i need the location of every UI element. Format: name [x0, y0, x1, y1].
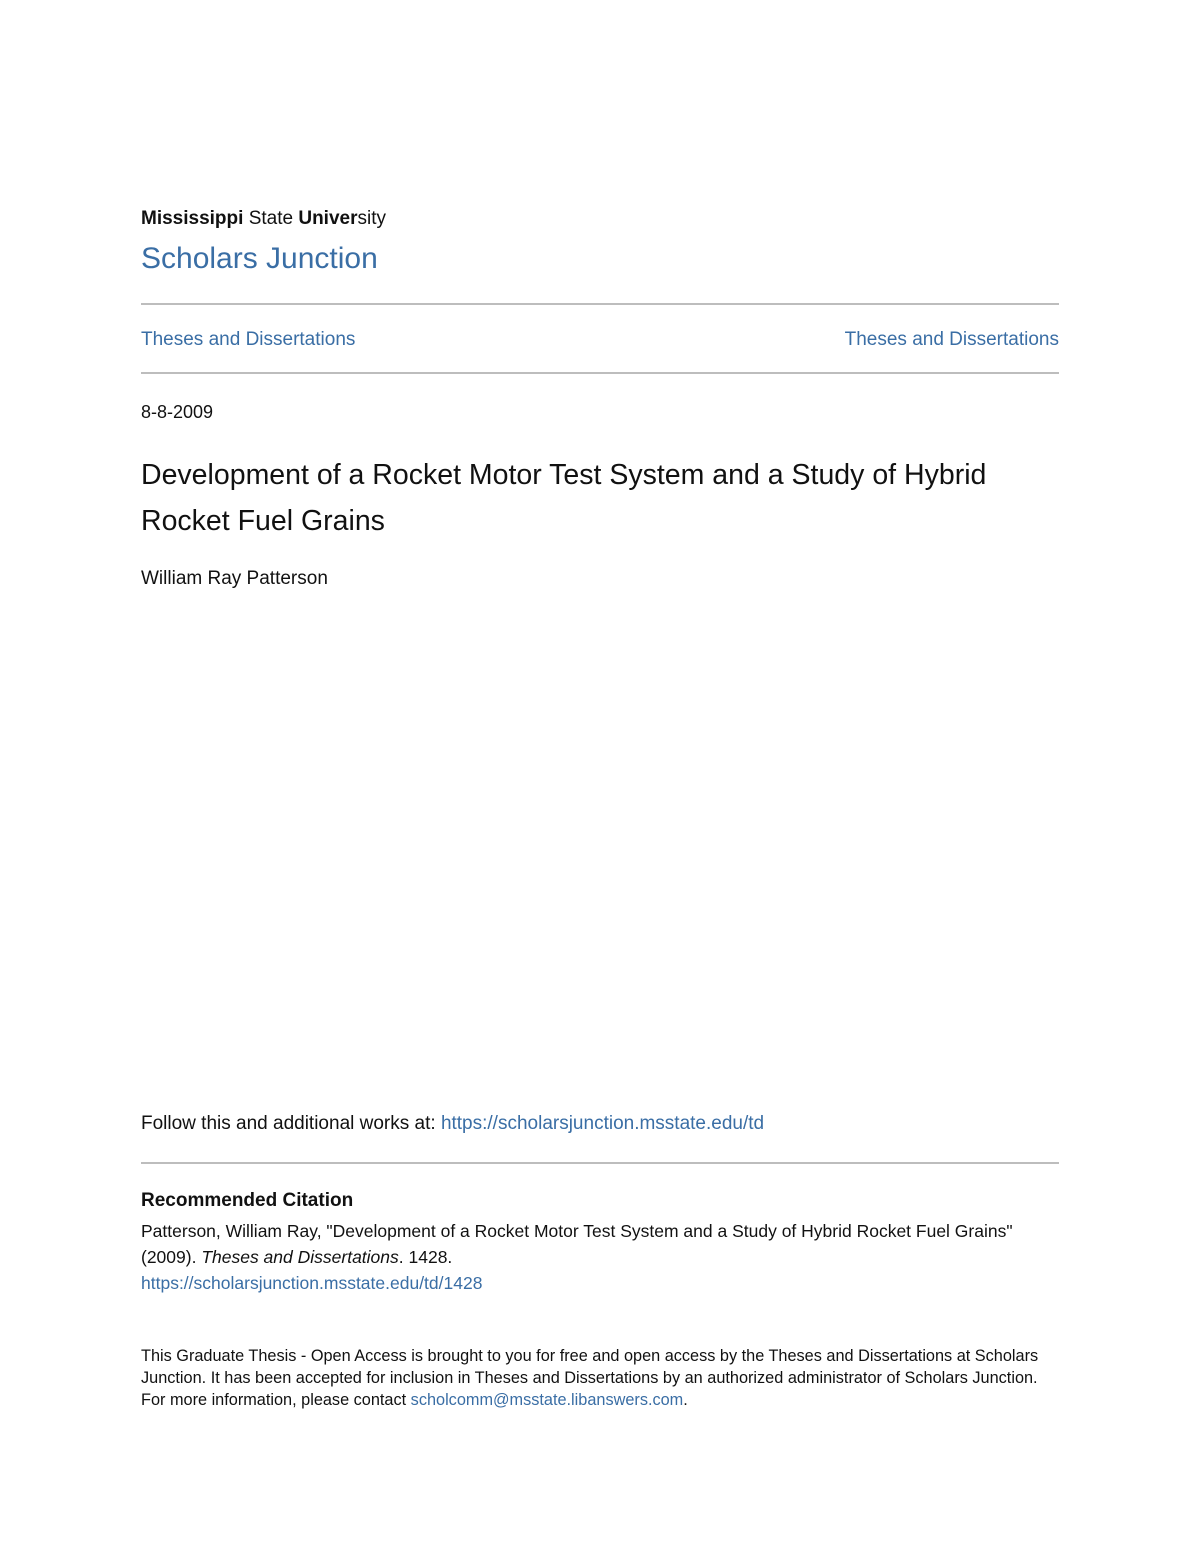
document-title: Development of a Rocket Motor Test System and a Study of Hybrid Rocket Fuel Grains	[141, 459, 987, 537]
citation-heading	[141, 1188, 353, 1214]
institution-name-bold-1: Mississippi	[141, 208, 244, 229]
collection-link-left[interactable]: Theses and Dissertations	[141, 329, 356, 350]
repository-link[interactable]: Scholars Junction	[141, 242, 378, 275]
follow-line	[141, 1111, 764, 1137]
citation-url-link[interactable]: https://scholarsjunction.msstate.edu/td/1428	[141, 1273, 483, 1293]
publication-date: 8-8-2009	[141, 402, 214, 422]
notice-text: This Graduate Thesis - Open Access is brought to you for free and open access by the Theses and Dissertations at Scholars Junction. It has been accepted for inclusion in Theses and Dissertations by an authorized administrator of Scholars Junction. For more information, please contact	[141, 1347, 1039, 1409]
notice-end: .	[683, 1391, 688, 1409]
divider-top	[141, 303, 1059, 305]
citation-number: . 1428.	[398, 1247, 453, 1267]
access-notice	[141, 1345, 1059, 1411]
cover-page	[141, 0, 1059, 1553]
divider-middle	[141, 372, 1059, 374]
citation-text: Patterson, William Ray, "Development of a Rocket Motor Test System and a Study of Hybrid Rocket Fuel Grains" (2009).	[141, 1221, 1013, 1267]
contact-email-link[interactable]: scholcomm@msstate.libanswers.com	[410, 1391, 684, 1409]
follow-prefix: Follow this and additional works at:	[141, 1113, 441, 1134]
collection-link-right[interactable]: Theses and Dissertations	[844, 329, 1059, 350]
institution-name-part-1: State	[243, 208, 299, 229]
institution-name-part-2: sity	[357, 208, 386, 229]
citation-journal: Theses and Dissertations	[201, 1247, 399, 1267]
citation-heading-text: Recommended Citation	[141, 1190, 354, 1211]
citation-body	[141, 1218, 1059, 1296]
institution-name-bold-2: Univer	[298, 208, 358, 229]
document-author: William Ray Patterson	[141, 568, 328, 589]
institution-name	[141, 207, 386, 231]
divider-bottom	[141, 1162, 1059, 1164]
follow-url-link[interactable]: https://scholarsjunction.msstate.edu/td	[440, 1113, 765, 1134]
collection-links	[141, 327, 1059, 353]
